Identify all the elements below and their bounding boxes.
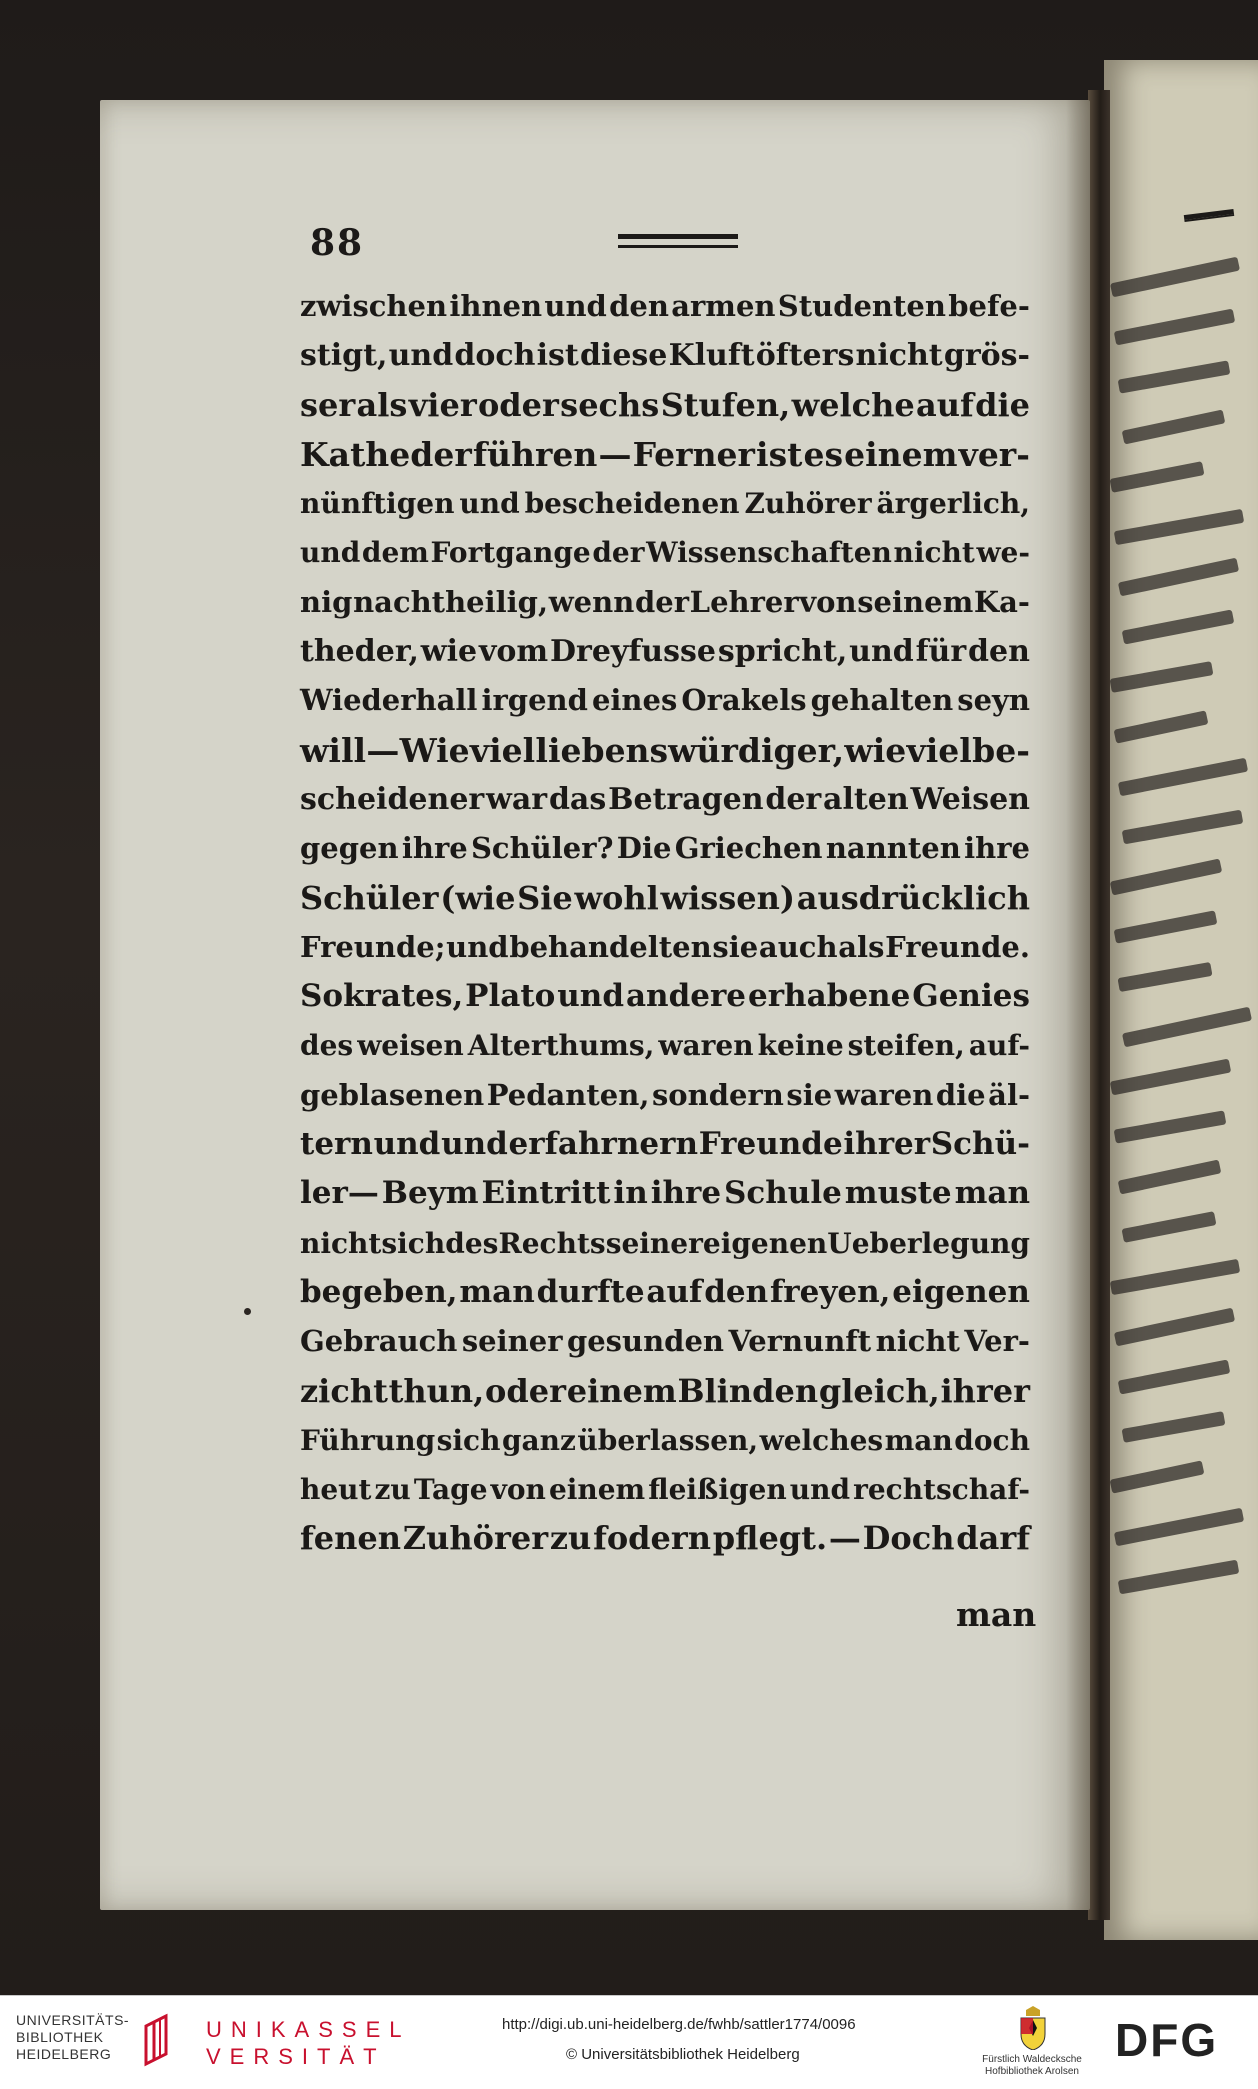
text-word: in	[613, 1175, 648, 1212]
text-word: Weisen	[910, 781, 1030, 817]
text-word: wie	[420, 634, 478, 670]
text-word: freyen,	[769, 1273, 891, 1310]
facing-text-stroke	[1117, 962, 1212, 992]
text-word: seinem	[857, 584, 974, 619]
text-word: Beym	[381, 1175, 479, 1212]
text-word: von	[799, 584, 857, 619]
text-word: wenn	[548, 584, 635, 619]
kassel-logo-line: UNIKASSEL	[206, 2017, 411, 2042]
text-word: irgend	[481, 683, 588, 718]
text-word: Sie	[517, 878, 573, 917]
text-word: und	[373, 1126, 441, 1163]
text-line	[300, 923, 1030, 972]
library-name	[16, 2012, 129, 2063]
text-word: man	[954, 1175, 1030, 1212]
facing-text-stroke	[1122, 409, 1226, 444]
text-word: vom	[478, 634, 549, 670]
text-word: Ka-	[973, 584, 1030, 619]
text-word: eigenen	[892, 1273, 1030, 1310]
text-word: Blinden	[677, 1371, 819, 1410]
text-word: ver-	[958, 434, 1030, 474]
text-word: begeben,	[300, 1273, 458, 1310]
text-word: nicht	[855, 338, 943, 374]
text-word: durfte	[536, 1273, 645, 1310]
text-word: keine	[757, 1029, 844, 1063]
text-word: theder,	[300, 634, 419, 670]
text-word: Katheder	[300, 434, 472, 474]
text-word: Ferner	[632, 434, 755, 474]
library-name-line: UNIVERSITÄTS-	[16, 2012, 130, 2028]
text-word: führen	[472, 434, 598, 474]
text-word: thun,	[388, 1371, 485, 1410]
text-word: das	[548, 781, 607, 817]
text-word: zu	[374, 1473, 411, 1507]
text-line	[300, 1120, 1030, 1169]
facing-text-stroke	[1122, 810, 1244, 845]
text-word: —	[598, 434, 632, 474]
facing-text-stroke	[1114, 710, 1209, 743]
text-word: viel	[906, 730, 972, 770]
text-word: eigenen	[702, 1226, 828, 1260]
facing-text-stroke	[1110, 1460, 1205, 1493]
text-word: doch	[954, 1423, 1030, 1457]
text-word: Kluft	[668, 338, 755, 374]
page-number: 88	[310, 222, 365, 264]
text-word: darf	[956, 1519, 1030, 1558]
text-word: und	[544, 289, 607, 323]
text-word: ser	[300, 385, 356, 424]
text-line	[300, 775, 1030, 824]
text-word: sie	[786, 1077, 833, 1112]
text-word: Doch	[862, 1519, 955, 1558]
body-text	[300, 282, 1030, 1564]
facing-text-stroke	[1114, 1508, 1244, 1547]
text-word: ihrer	[843, 1126, 931, 1163]
text-line	[300, 528, 1030, 577]
text-word: ler—	[300, 1175, 379, 1212]
crest-caption	[972, 2054, 1092, 2078]
text-word: Freunde.	[885, 929, 1030, 964]
text-word: sechs	[560, 385, 660, 424]
facing-text-stroke	[1114, 910, 1218, 943]
text-word: be-	[972, 730, 1030, 770]
text-word: eines	[591, 683, 678, 718]
text-word: wissen)	[660, 878, 796, 917]
text-word: und	[459, 487, 520, 521]
text-word: Betragen	[608, 781, 764, 817]
text-word: waren	[834, 1077, 934, 1112]
text-word: Pedanten,	[486, 1077, 650, 1112]
text-word: für	[915, 634, 967, 670]
text-word: spricht,	[717, 634, 848, 670]
text-word: erfahrnern	[508, 1126, 698, 1163]
text-word: Tage	[413, 1473, 488, 1507]
text-word: dem	[361, 536, 429, 570]
text-line	[300, 627, 1030, 676]
text-word: alten	[823, 781, 909, 817]
text-word: Schüler?	[470, 831, 614, 866]
text-line	[300, 1219, 1030, 1268]
text-word: Genies	[912, 978, 1030, 1015]
text-word: gegen	[300, 831, 399, 866]
text-line	[300, 1071, 1030, 1120]
text-word: gleich,	[818, 1371, 940, 1410]
text-word: befe-	[948, 289, 1030, 323]
text-word: weisen	[357, 1029, 464, 1063]
text-word: sich	[381, 1226, 446, 1260]
text-word: man	[459, 1273, 535, 1310]
text-word: Orakels	[681, 683, 807, 718]
page-header	[198, 222, 1028, 262]
kassel-logo	[206, 2016, 411, 2070]
text-word: als	[356, 385, 408, 424]
facing-text-stroke	[1110, 661, 1214, 693]
text-word: ihre	[401, 831, 468, 866]
text-word: Vernunft	[728, 1324, 872, 1359]
facing-text-stroke	[1114, 509, 1244, 545]
text-word: Gebrauch	[300, 1324, 458, 1359]
text-word: doch	[454, 338, 536, 374]
text-line	[300, 1416, 1030, 1465]
text-word: Fortgange	[430, 536, 591, 570]
library-name-line: BIBLIOTHEK	[16, 2029, 104, 2045]
text-word: Wie	[399, 730, 470, 770]
text-word: es	[803, 434, 844, 474]
text-word: und	[557, 978, 625, 1015]
text-word: nicht	[875, 1324, 960, 1359]
text-word: man	[884, 1423, 953, 1457]
text-word: und	[300, 536, 361, 570]
facing-text-stroke	[1114, 309, 1235, 346]
facing-text-stroke	[1110, 1059, 1231, 1096]
facing-text-stroke	[1118, 1359, 1231, 1394]
library-name-line: HEIDELBERG	[16, 2046, 112, 2062]
facing-page-text	[1104, 60, 1258, 1940]
facing-text-stroke	[1110, 257, 1240, 298]
text-word: (wie	[440, 878, 516, 917]
crest-caption-line: Hofbibliothek Arolsen	[985, 2066, 1079, 2077]
text-word: Wissenschaften	[646, 536, 892, 570]
text-line	[300, 1169, 1030, 1218]
facing-text-stroke	[1110, 461, 1205, 493]
text-word: Die	[616, 831, 672, 866]
waldeck-crest-icon	[1018, 2006, 1048, 2050]
text-word: heut	[300, 1473, 372, 1507]
facing-text-stroke	[1118, 1560, 1240, 1595]
text-line	[300, 430, 1030, 479]
facing-text-stroke	[1122, 1007, 1252, 1048]
text-word: armen	[671, 289, 776, 323]
text-line	[300, 874, 1030, 923]
text-word: —	[366, 730, 400, 770]
text-word: stigt,	[300, 338, 388, 374]
text-word: fodern	[593, 1519, 712, 1558]
text-word: ausdrücklich	[796, 878, 1030, 917]
text-word: ihnen	[449, 289, 543, 323]
text-word: viel	[469, 730, 536, 770]
crest-caption-line: Fürstlich Waldecksche	[982, 2054, 1082, 2065]
dfg-logo: DFG	[1115, 2014, 1219, 2066]
text-word: von	[490, 1473, 546, 1507]
text-word: we-	[976, 536, 1030, 570]
text-word: vier	[408, 385, 477, 424]
text-word: nicht	[893, 536, 975, 570]
text-word: Ueberlegung	[827, 1226, 1030, 1260]
text-line	[300, 381, 1030, 430]
text-word: zicht	[300, 1371, 388, 1410]
kassel-logo-line: VERSITÄT	[206, 2044, 386, 2069]
text-word: Stufen,	[660, 385, 791, 424]
text-line	[300, 726, 1030, 775]
copyright-notice: © Universitätsbibliothek Heidelberg	[566, 2046, 800, 2063]
heidelberg-logo-icon	[136, 2012, 180, 2070]
facing-text-stroke	[1114, 1110, 1227, 1143]
text-word: sondern	[651, 1077, 784, 1112]
text-word: seyn	[957, 683, 1030, 718]
text-word: welche	[791, 385, 915, 424]
text-line	[300, 1514, 1030, 1563]
text-word: ihre	[964, 831, 1030, 866]
text-word: Wiederhall	[300, 683, 478, 718]
catchword: man	[956, 1595, 1037, 1634]
facing-text-stroke	[1110, 859, 1222, 896]
text-word: Alterthums,	[467, 1029, 655, 1063]
facing-text-stroke	[1122, 609, 1235, 644]
text-word: der	[592, 536, 645, 570]
text-word: —	[828, 1519, 861, 1558]
text-word: war	[486, 781, 548, 817]
text-word: steifen,	[847, 1029, 965, 1063]
text-word: grös-	[943, 338, 1030, 374]
text-word: ganz	[501, 1423, 576, 1457]
margin-mark	[244, 1308, 251, 1315]
text-word: rechtschaf-	[853, 1473, 1030, 1507]
text-line	[300, 578, 1030, 627]
text-word: nig	[300, 584, 353, 619]
text-word: auch	[758, 929, 838, 964]
text-word: und	[441, 1126, 508, 1163]
text-line	[300, 479, 1030, 528]
text-line	[300, 676, 1030, 725]
text-word: Freunde	[698, 1126, 843, 1163]
text-word: oder	[485, 1371, 566, 1410]
facing-text-stroke	[1118, 758, 1248, 797]
text-word: und	[849, 634, 914, 670]
text-word: Führung	[300, 1423, 436, 1457]
text-word: diese	[579, 338, 668, 374]
facing-text-stroke	[1118, 1159, 1222, 1194]
text-word: Ver-	[964, 1324, 1030, 1359]
text-word: Studenten	[777, 289, 946, 323]
text-word: Lehrer	[689, 584, 799, 619]
text-word: auf	[916, 385, 974, 424]
text-word: Sokrates,	[300, 978, 464, 1015]
text-word: und	[446, 929, 509, 964]
text-word: erhabene	[747, 978, 911, 1015]
text-word: des	[445, 1226, 499, 1260]
text-word: den	[704, 1273, 769, 1310]
text-word: Zuhörer	[744, 487, 872, 521]
text-word: ist	[536, 338, 579, 374]
text-word: seiner	[605, 1226, 703, 1260]
text-word: Eintritt	[481, 1175, 611, 1212]
facing-text-stroke	[1110, 1259, 1240, 1295]
text-word: bescheidenen	[524, 487, 740, 521]
text-line	[300, 1317, 1030, 1366]
text-word: geblasenen	[300, 1077, 485, 1112]
text-word: andere	[625, 978, 747, 1015]
text-word: Zuhörer	[402, 1519, 549, 1558]
text-word: äl-	[988, 1077, 1030, 1112]
text-word: sie	[712, 929, 759, 964]
text-word: waren	[658, 1029, 754, 1063]
text-line	[300, 1268, 1030, 1317]
text-word: pflegt.	[712, 1519, 828, 1558]
text-word: wie	[844, 730, 907, 770]
text-word: Freunde;	[300, 929, 446, 964]
text-word: Schule	[724, 1175, 842, 1212]
text-line	[300, 282, 1030, 331]
text-word: und	[388, 338, 454, 374]
footer-bar	[0, 1995, 1258, 2089]
text-word: tern	[300, 1126, 373, 1163]
text-word: den	[609, 289, 669, 323]
source-url-link[interactable]: http://digi.ub.uni-heidelberg.de/fwhb/sattler1774/0096	[502, 2016, 856, 2033]
text-word: die	[935, 1077, 986, 1112]
text-word: des	[300, 1029, 354, 1063]
text-word: Schü-	[930, 1126, 1030, 1163]
text-word: auf-	[968, 1029, 1030, 1063]
text-line	[300, 331, 1030, 380]
text-word: die	[975, 385, 1030, 424]
text-word: den	[968, 634, 1030, 670]
text-word: fenen	[300, 1519, 402, 1558]
text-word: behandelten	[509, 929, 712, 964]
text-word: ist	[756, 434, 803, 474]
text-word: gesunden	[566, 1324, 724, 1359]
text-word: der	[765, 781, 822, 817]
facing-text-stroke	[1122, 1211, 1217, 1243]
text-word: welches	[759, 1423, 884, 1457]
text-word: seiner	[461, 1324, 563, 1359]
text-word: nachtheilig,	[353, 584, 549, 619]
text-word: muste	[844, 1175, 952, 1212]
text-word: als	[838, 929, 885, 964]
header-rule	[618, 234, 738, 248]
facing-text-stroke	[1122, 1411, 1226, 1443]
text-word: Schüler	[300, 878, 439, 917]
text-word: öfters	[755, 338, 855, 374]
text-word: einem	[566, 1371, 677, 1410]
text-line	[300, 1367, 1030, 1416]
text-line	[300, 1021, 1030, 1070]
text-line	[300, 824, 1030, 873]
text-word: nicht	[300, 1226, 382, 1260]
text-word: Dreyfusse	[550, 634, 716, 670]
text-word: sich	[436, 1423, 501, 1457]
text-word: der	[634, 584, 689, 619]
text-word: zu	[549, 1519, 592, 1558]
text-line	[300, 1465, 1030, 1514]
text-word: will	[300, 730, 367, 770]
text-word: überlassen,	[577, 1423, 759, 1457]
book-gutter	[1088, 90, 1110, 1920]
text-word: ihre	[650, 1175, 722, 1212]
text-word: Plato	[465, 978, 556, 1015]
text-word: scheidener	[300, 781, 485, 817]
facing-page	[1104, 60, 1258, 1940]
text-word: nünftigen	[300, 487, 455, 521]
text-line	[300, 972, 1030, 1021]
text-word: einem	[844, 434, 958, 474]
facing-text-stroke	[1118, 558, 1239, 597]
text-word: einem	[548, 1473, 646, 1507]
text-word: zwischen	[300, 289, 448, 323]
text-word: oder	[477, 385, 559, 424]
facing-text-stroke	[1118, 360, 1231, 393]
text-word: gehalten	[810, 683, 954, 718]
text-word: wohl	[574, 878, 659, 917]
facing-text-stroke	[1114, 1308, 1235, 1347]
text-word: ihrer	[940, 1371, 1030, 1410]
text-word: nannten	[825, 831, 961, 866]
text-word: Griechen	[674, 831, 823, 866]
text-word: und	[789, 1473, 851, 1507]
text-word: fleißigen	[648, 1473, 787, 1507]
text-word: auf	[646, 1273, 703, 1310]
text-word: liebenswürdiger,	[535, 730, 845, 770]
text-word: ärgerlich,	[876, 487, 1030, 521]
text-word: Rechts	[498, 1226, 606, 1260]
